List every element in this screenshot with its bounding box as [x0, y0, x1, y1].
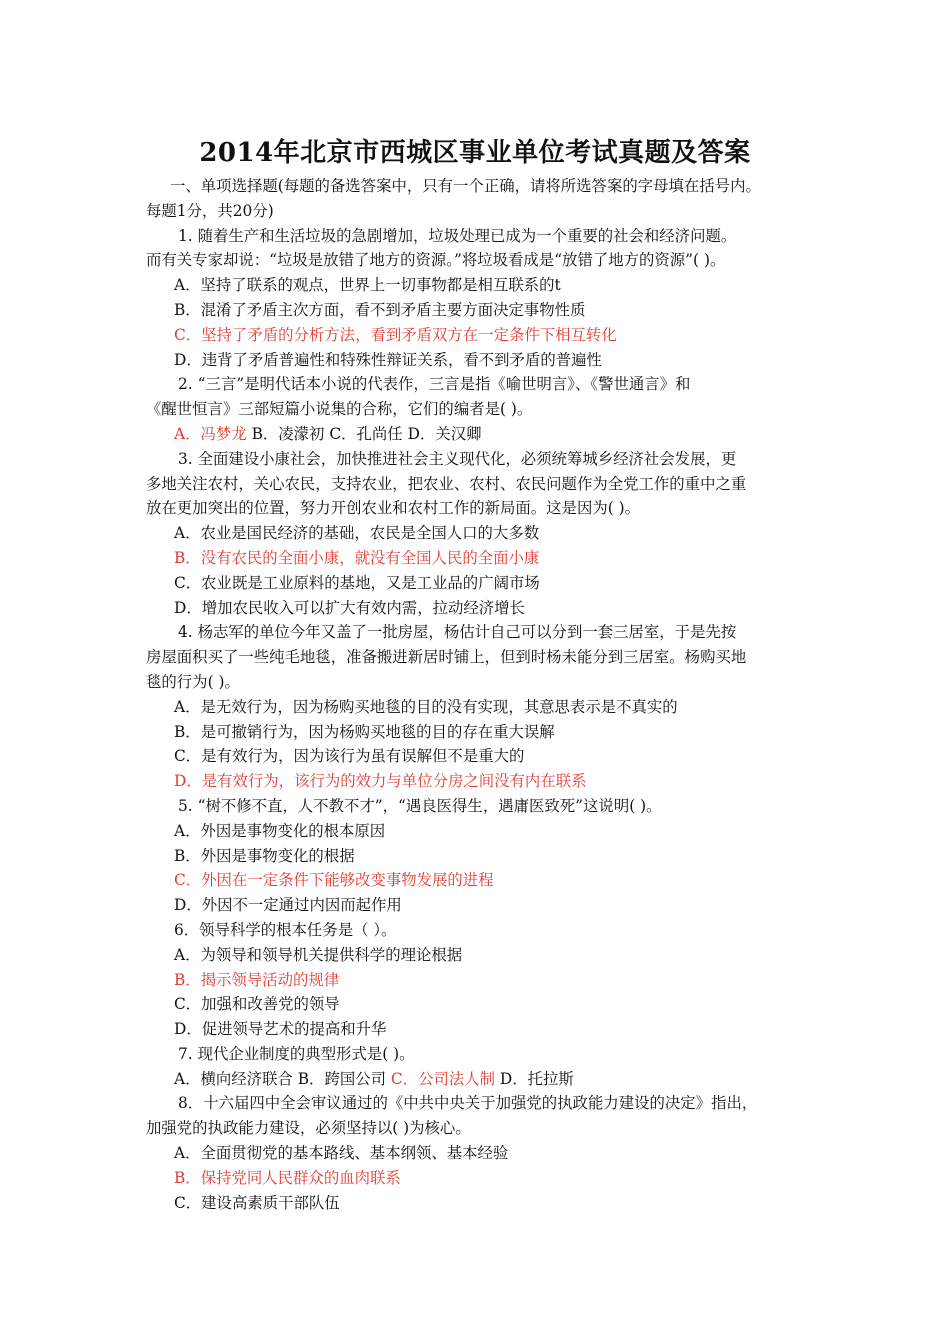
question-8-stem: 8．十六届四中全会审议通过的《中共中央关于加强党的执政能力建设的决定》指出，	[178, 1094, 758, 1113]
question-3-option-d: D．增加农民收入可以扩大有效内需，拉动经济增长	[174, 598, 525, 617]
question-3-option-b-answer: B．没有农民的全面小康，就没有全国人民的全面小康	[174, 548, 540, 567]
document-title: 2014年北京市西城区事业单位考试真题及答案	[199, 138, 751, 168]
question-8-option-b-answer: B．保持党同人民群众的血肉联系	[174, 1168, 401, 1187]
question-4-option-d-answer: D．是有效行为，该行为的效力与单位分房之间没有内在联系	[174, 772, 587, 791]
question-5-option-a: A．外因是事物变化的根本原因	[174, 821, 386, 840]
question-3-option-c: C．农业既是工业原料的基地，又是工业品的广阔市场	[174, 573, 540, 592]
question-4-option-a: A．是无效行为，因为杨购买地毯的目的没有实现，其意思表示是不真实的	[174, 697, 678, 716]
question-6-option-a: A．为领导和领导机关提供科学的理论根据	[174, 945, 463, 964]
question-8-option-c: C．建设高素质干部队伍	[174, 1193, 340, 1212]
question-3-stem-cont: 多地关注农村，关心农民，支持农业，把农业、农村、农民问题作为全党工作的重中之重	[146, 474, 747, 493]
question-3-option-a: A．农业是国民经济的基础，农民是全国人口的大多数	[174, 524, 540, 543]
question-7-stem: 7. 现代企业制度的典型形式是( )。	[178, 1044, 415, 1063]
question-4-option-c: C．是有效行为，因为该行为虽有误解但不是重大的	[174, 747, 525, 766]
question-2-stem-cont: 《醒世恒言》三部短篇小说集的合称，它们的编者是( )。	[146, 400, 533, 419]
question-5-option-d: D．外因不一定通过内因而起作用	[174, 896, 402, 915]
question-7-option-d: D．托拉斯	[495, 1069, 574, 1088]
question-2-options-rest: B．凌濛初 C．孔尚任 D．关汉卿	[246, 424, 482, 443]
question-2-options	[146, 422, 816, 447]
question-4-stem-cont2: 毯的行为( )。	[146, 672, 240, 691]
question-1-option-d: D．违背了矛盾普遍性和特殊性辩证关系，看不到矛盾的普遍性	[174, 350, 602, 369]
question-6-option-d: D．促进领导艺术的提高和升华	[174, 1020, 387, 1039]
question-4-stem: 4. 杨志军的单位今年又盖了一批房屋，杨估计自己可以分到一套三居室，于是先按	[178, 623, 737, 642]
question-5-stem: 5. “树不修不直，人不教不才”，“遇良医得生，遇庸医致死”这说明( )。	[178, 796, 662, 815]
question-6-stem: 6．领导科学的根本任务是（ ）。	[174, 920, 397, 939]
question-1-option-c-answer: C．坚持了矛盾的分析方法，看到矛盾双方在一定条件下相互转化	[174, 325, 617, 344]
question-3-stem-cont2: 放在更加突出的位置，努力开创农业和农村工作的新局面。这是因为( )。	[146, 499, 641, 518]
question-1-option-a: A．坚持了联系的观点，世界上一切事物都是相互联系的t	[174, 276, 561, 295]
question-3-stem: 3. 全面建设小康社会，加快推进社会主义现代化，必须统筹城乡经济社会发展，更	[178, 449, 737, 468]
question-2-stem: 2. “三言”是明代话本小说的代表作，三言是指《喻世明言》、《警世通言》和	[178, 375, 691, 394]
question-2-option-a-answer: A．冯梦龙	[174, 424, 247, 443]
question-5-option-c-answer: C．外因在一定条件下能够改变事物发展的进程	[174, 871, 494, 890]
question-1-stem: 1. 随着生产和生活垃圾的急剧增加，垃圾处理已成为一个重要的社会和经济问题。	[178, 226, 737, 245]
question-7-options-ab: A．横向经济联合 B．跨国公司	[174, 1069, 391, 1088]
question-4-stem-cont: 房屋面积买了一些纯毛地毯，准备搬进新居时铺上，但到时杨未能分到三居室。杨购买地	[146, 648, 747, 667]
question-1-option-b: B．混淆了矛盾主次方面，看不到矛盾主要方面决定事物性质	[174, 300, 586, 319]
question-4-option-b: B．是可撤销行为，因为杨购买地毯的目的存在重大误解	[174, 722, 555, 741]
section-header-cont: 每题1分，共20分)	[146, 201, 274, 220]
question-5-option-b: B．外因是事物变化的根据	[174, 846, 355, 865]
document-body	[146, 174, 816, 1215]
question-6-option-b-answer: B．揭示领导活动的规律	[174, 970, 340, 989]
question-8-stem-cont: 加强党的执政能力建设，必须坚持以( )为核心。	[146, 1119, 471, 1138]
question-8-option-a: A．全面贯彻党的基本路线、基本纲领、基本经验	[174, 1144, 509, 1163]
question-7-options	[146, 1067, 816, 1092]
section-header: 一、单项选择题(每题的备选答案中，只有一个正确，请将所选答案的字母填在括号内。	[170, 177, 761, 195]
question-7-option-c-answer: C．公司法人制	[390, 1069, 496, 1088]
question-1-stem-cont: 而有关专家却说：“垃圾是放错了地方的资源。”将垃圾看成是“放错了地方的资源”( )。	[146, 251, 726, 270]
question-6-option-c: C．加强和改善党的领导	[174, 995, 340, 1014]
